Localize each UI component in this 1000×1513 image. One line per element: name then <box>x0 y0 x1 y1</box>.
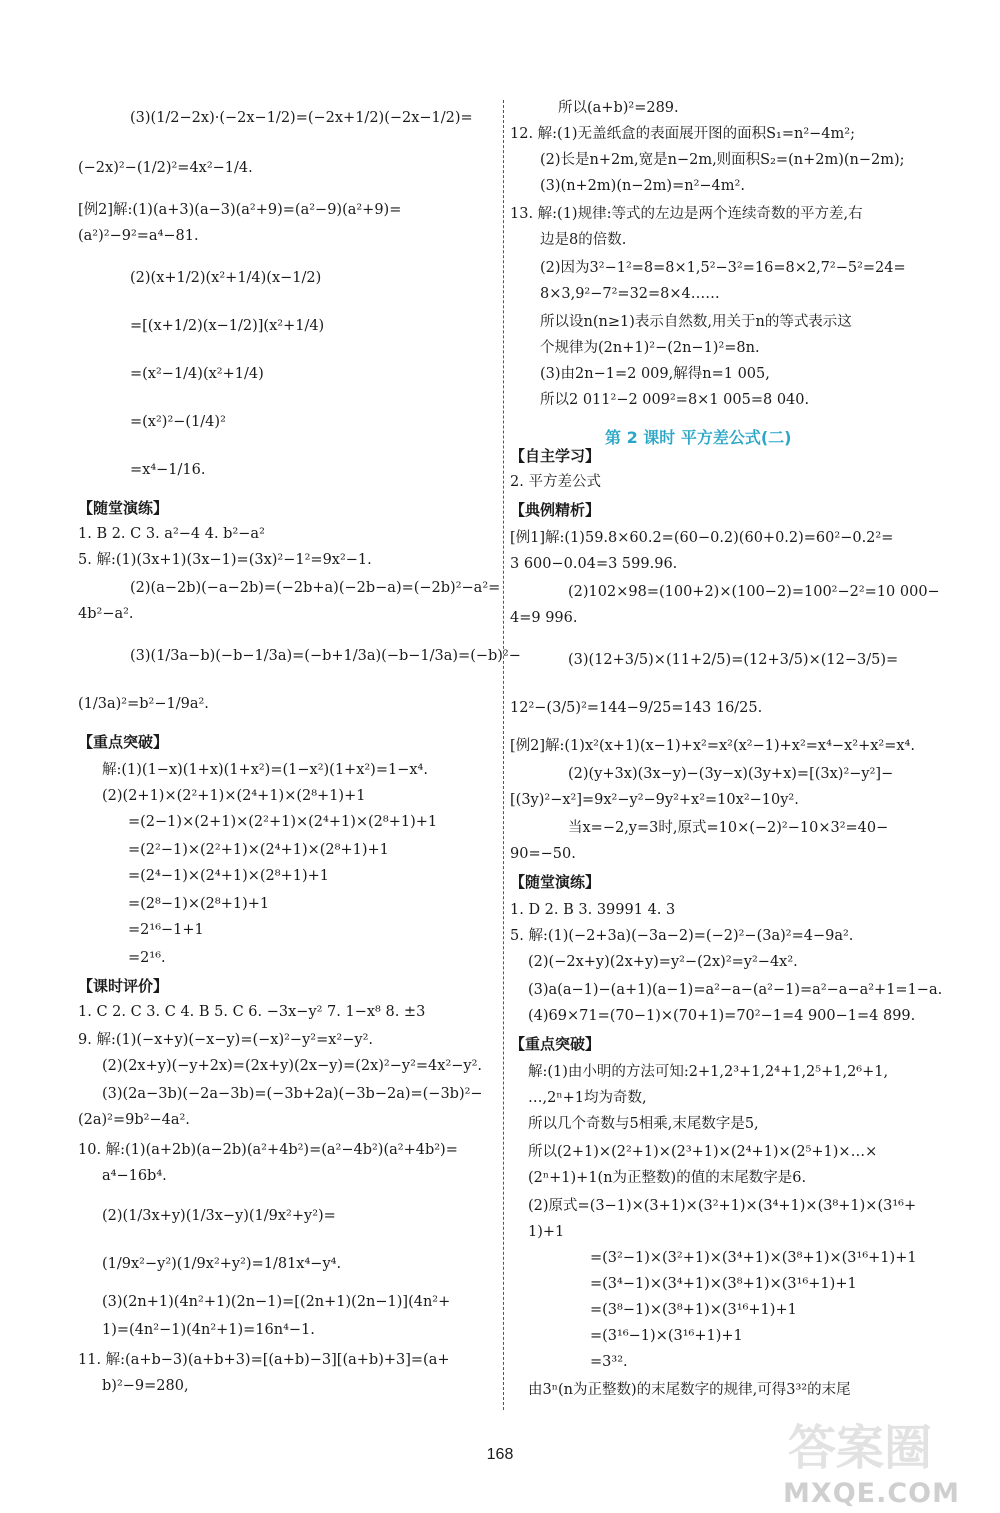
text-line: =(3⁴−1)×(3⁴+1)×(3⁸+1)×(3¹⁶+1)+1 <box>590 1276 857 1292</box>
text-line: =(3²−1)×(3²+1)×(3⁴+1)×(3⁸+1)×(3¹⁶+1)+1 <box>590 1250 917 1266</box>
text-line: (3)由2n−1=2 009,解得n=1 005, <box>540 366 770 382</box>
text-line: b)²−9=280, <box>102 1378 189 1394</box>
text-line: =(x²)²−(1/4)² <box>130 414 226 430</box>
text-line: =x⁴−1/16. <box>130 462 206 478</box>
watermark-url: MXQE.COM <box>783 1478 960 1509</box>
section-heading: 【随堂演练】 <box>510 873 601 891</box>
text-line: 1)=(4n²−1)(4n²+1)=16n⁴−1. <box>102 1322 315 1338</box>
text-line: 所以(2+1)×(2²+1)×(2³+1)×(2⁴+1)×(2⁵+1)×…× <box>528 1144 878 1160</box>
text-line: 所以(a+b)²=289. <box>558 100 679 116</box>
column-divider <box>503 100 504 1410</box>
text-line: (3)(n+2m)(n−2m)=n²−4m². <box>540 178 745 194</box>
text-line: (3)(1/3a−b)(−b−1/3a)=(−b+1/3a)(−b−1/3a)=(−b)²− <box>130 648 521 664</box>
text-line: 解:(1)由小明的方法可知:2+1,2³+1,2⁴+1,2⁵+1,2⁶+1, <box>528 1064 889 1080</box>
text-line: 1. D 2. B 3. 39991 4. 3 <box>510 902 676 918</box>
text-line: (1/3a)²=b²−1/9a². <box>78 696 209 712</box>
text-line: 13. 解:(1)规律:等式的左边是两个连续奇数的平方差,右 <box>510 206 863 222</box>
text-line: 解:(1)(1−x)(1+x)(1+x²)=(1−x²)(1+x²)=1−x⁴. <box>102 762 428 778</box>
section-heading: 【自主学习】 <box>510 447 601 465</box>
text-line: 1)+1 <box>528 1224 565 1240</box>
text-line: [(3y)²−x²]=9x²−y²−9y²+x²=10x²−10y². <box>510 792 799 808</box>
text-line: (2a)²=9b²−4a². <box>78 1112 190 1128</box>
text-line: (2)因为3²−1²=8=8×1,5²−3²=16=8×2,7²−5²=24= <box>540 260 906 276</box>
text-line: 12. 解:(1)无盖纸盒的表面展开图的面积S₁=n²−4m²; <box>510 126 855 142</box>
text-line: (2)原式=(3−1)×(3+1)×(3²+1)×(3⁴+1)×(3⁸+1)×(3¹⁶+ <box>528 1198 917 1214</box>
text-line: 90=−50. <box>510 846 576 862</box>
text-line: (2)(a−2b)(−a−2b)=(−2b+a)(−2b−a)=(−2b)²−a²= <box>130 580 501 596</box>
text-line: 8×3,9²−7²=32=8×4…… <box>540 286 720 302</box>
text-line: [例2]解:(1)(a+3)(a−3)(a²+9)=(a²−9)(a²+9)= <box>78 202 402 218</box>
text-line: 9. 解:(1)(−x+y)(−x−y)=(−x)²−y²=x²−y². <box>78 1032 373 1048</box>
text-line: (3)(2n+1)(4n²+1)(2n−1)=[(2n+1)(2n−1)](4n²+ <box>102 1294 451 1310</box>
section-heading: 【重点突破】 <box>78 733 169 751</box>
section-heading: 【课时评价】 <box>78 977 169 995</box>
text-line: 1. C 2. C 3. C 4. B 5. C 6. −3x−y² 7. 1−x⁸ 8. ±3 <box>78 1004 426 1020</box>
text-line: =2¹⁶−1+1 <box>128 922 204 938</box>
text-line: (2)(−2x+y)(2x+y)=y²−(2x)²=y²−4x². <box>528 954 798 970</box>
text-line: (2)(2+1)×(2²+1)×(2⁴+1)×(2⁸+1)+1 <box>102 788 366 804</box>
page-number: 168 <box>486 1446 514 1463</box>
text-line: 5. 解:(1)(−2+3a)(−3a−2)=(−2)²−(3a)²=4−9a². <box>510 928 854 944</box>
text-line: 个规律为(2n+1)²−(2n−1)²=8n. <box>540 340 760 356</box>
text-line: (2)(y+3x)(3x−y)−(3y−x)(3y+x)=[(3x)²−y²]− <box>568 766 894 782</box>
text-line: =(x²−1/4)(x²+1/4) <box>130 366 264 382</box>
text-line: =(3¹⁶−1)×(3¹⁶+1)+1 <box>590 1328 743 1344</box>
section-heading: 【典例精析】 <box>510 501 601 519</box>
text-line: [例1]解:(1)59.8×60.2=(60−0.2)(60+0.2)=60²−0.2²= <box>510 530 894 546</box>
text-line: =(2−1)×(2+1)×(2²+1)×(2⁴+1)×(2⁸+1)+1 <box>128 814 438 830</box>
text-line: 12²−(3/5)²=144−9/25=143 16/25. <box>510 700 763 716</box>
text-line: =(3⁸−1)×(3⁸+1)×(3¹⁶+1)+1 <box>590 1302 797 1318</box>
text-line: 5. 解:(1)(3x+1)(3x−1)=(3x)²−1²=9x²−1. <box>78 552 372 568</box>
text-line: 11. 解:(a+b−3)(a+b+3)=[(a+b)−3][(a+b)+3]=(a+ <box>78 1352 450 1368</box>
text-line: [例2]解:(1)x²(x+1)(x−1)+x²=x²(x²−1)+x²=x⁴−x²+x²=x⁴. <box>510 738 915 754</box>
text-line: (1/9x²−y²)(1/9x²+y²)=1/81x⁴−y⁴. <box>102 1256 342 1272</box>
text-line: 10. 解:(1)(a+2b)(a−2b)(a²+4b²)=(a²−4b²)(a²+4b²)= <box>78 1142 458 1158</box>
text-line: (−2x)²−(1/2)²=4x²−1/4. <box>78 160 253 176</box>
text-line: 4b²−a². <box>78 606 134 622</box>
text-line: =(2⁸−1)×(2⁸+1)+1 <box>128 896 270 912</box>
text-line: 当x=−2,y=3时,原式=10×(−2)²−10×3²=40− <box>568 820 889 836</box>
text-line: 3 600−0.04=3 599.96. <box>510 556 678 572</box>
text-line: (2)(x+1/2)(x²+1/4)(x−1/2) <box>130 270 322 286</box>
text-line: (4)69×71=(70−1)×(70+1)=70²−1=4 900−1=4 899. <box>528 1008 916 1024</box>
text-line: (3)a(a−1)−(a+1)(a−1)=a²−a−(a²−1)=a²−a−a²+1=1−a. <box>528 982 943 998</box>
text-line: 由3ⁿ(n为正整数)的末尾数字的规律,可得3³²的末尾 <box>528 1382 851 1398</box>
text-line: 4=9 996. <box>510 610 578 626</box>
text-line: (2)102×98=(100+2)×(100−2)=100²−2²=10 000− <box>568 584 940 600</box>
svg-text:答案圈: 答案圈 <box>787 1420 933 1476</box>
text-line: 所以设n(n≥1)表示自然数,用关于n的等式表示这 <box>540 314 852 330</box>
text-line: 1. B 2. C 3. a²−4 4. b²−a² <box>78 526 265 542</box>
text-line: 所以几个奇数与5相乘,末尾数字是5, <box>528 1116 759 1132</box>
text-line: =3³². <box>590 1354 628 1370</box>
text-line: a⁴−16b⁴. <box>102 1168 167 1184</box>
text-line: 边是8的倍数. <box>540 232 627 248</box>
text-line: (a²)²−9²=a⁴−81. <box>78 228 199 244</box>
text-line: 2. 平方差公式 <box>510 474 601 490</box>
text-line: (3)(2a−3b)(−2a−3b)=(−3b+2a)(−3b−2a)=(−3b)²− <box>102 1086 483 1102</box>
text-line: (2)(2x+y)(−y+2x)=(2x+y)(2x−y)=(2x)²−y²=4x²−y². <box>102 1058 483 1074</box>
text-line: …,2ⁿ+1均为奇数, <box>528 1090 647 1106</box>
text-line: =(2²−1)×(2²+1)×(2⁴+1)×(2⁸+1)+1 <box>128 842 389 858</box>
text-line: (2)长是n+2m,宽是n−2m,则面积S₂=(n+2m)(n−2m); <box>540 152 905 168</box>
text-line: (2ⁿ+1)+1(n为正整数)的值的末尾数字是6. <box>528 1170 807 1186</box>
section-heading: 【随堂演练】 <box>78 499 169 517</box>
lesson-title: 第 2 课时 平方差公式(二) <box>605 428 792 447</box>
text-line: =[(x+1/2)(x−1/2)](x²+1/4) <box>130 318 325 334</box>
text-line: 所以2 011²−2 009²=8×1 005=8 040. <box>540 392 810 408</box>
text-line: (2)(1/3x+y)(1/3x−y)(1/9x²+y²)= <box>102 1208 336 1224</box>
text-line: (3)(12+3/5)×(11+2/5)=(12+3/5)×(12−3/5)= <box>568 652 899 668</box>
text-line: =(2⁴−1)×(2⁴+1)×(2⁸+1)+1 <box>128 868 330 884</box>
text-line: (3)(1/2−2x)·(−2x−1/2)=(−2x+1/2)(−2x−1/2)= <box>130 110 473 126</box>
section-heading: 【重点突破】 <box>510 1035 601 1053</box>
text-line: =2¹⁶. <box>128 950 166 966</box>
